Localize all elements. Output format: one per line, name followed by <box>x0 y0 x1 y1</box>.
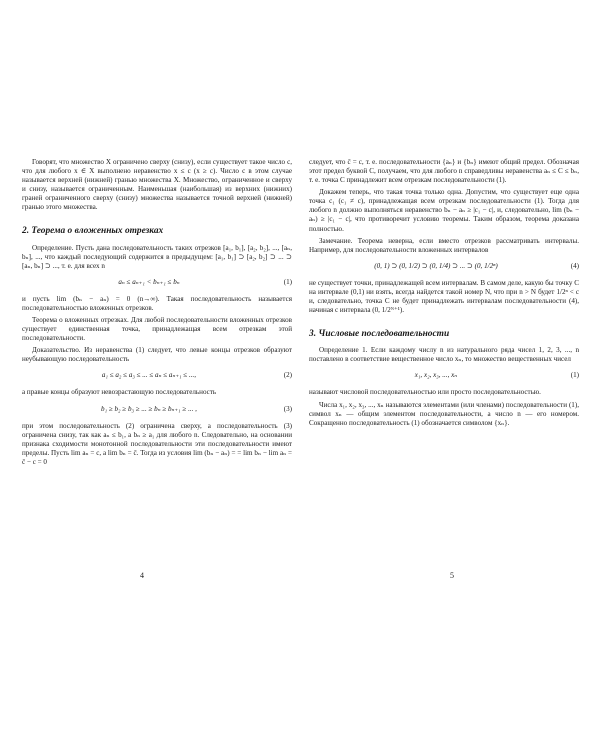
page-number-right: 5 <box>450 571 454 580</box>
section-heading-sequences: 3. Числовые последовательности <box>309 329 450 340</box>
right-page <box>309 158 579 428</box>
formula-1-body: aₙ ≤ aₙ₊₁ < bₙ₊₁ ≤ bₙ <box>118 277 180 286</box>
paragraph-definition-1-cont: называют числовой последовательностью или просто последовательностью. <box>309 388 541 397</box>
paragraph-definition: Определение. Пусть дана последовательность таких отрезков [a₁, b₁], [a₂, b₂], ..., [aₙ, bₙ], ..., что каждый последующий содержится в предыдущем: [a₁, b₁] ⊃ [a₂, b₂] ⊃ ... ⊃ [aₙ, bₙ] ⊃ ..., т. е. для всех n <box>22 243 292 270</box>
paragraph-theorem: Теорема о вложенных отрезках. Для любой последовательности вложенных отрезков существует единственная точка, принадлежащая всем отрезкам этой последовательности. <box>22 315 292 343</box>
paragraph-proof-start: Доказательство. Из неравенства (1) следует, что левые концы отрезков образуют неубывающую последовательность <box>22 346 292 364</box>
paragraph-remark: Замечание. Теорема неверна, если вместо отрезков рассматривать интервалы. Например, для последовательности вложенных интервалов <box>309 236 579 254</box>
left-page <box>22 158 292 467</box>
paragraph-definition-cont: и пусть lim (bₙ − aₙ) = 0 (n→∞). Такая последовательность называется последовательностью вложенных отрезков. <box>22 294 292 312</box>
formula-4-body: (0, 1) ⊃ (0, 1/2) ⊃ (0, 1/4) ⊃ ... ⊃ (0, 1/2ⁿ) <box>374 261 498 270</box>
formula-1 <box>22 278 292 287</box>
paragraph-remark-cont: не существует точки, принадлежащей всем интервалам. В самом деле, какую бы точку C на интервале (0,1) ни взять, всегда найдется такой номер N, что при n > N будет 1/2ⁿ < c и, следовательно, точка C не будет принадлежать интервалам последовательности (4), начиная с интервала (0, 1/2ᴺ⁺¹). <box>309 278 579 315</box>
formula-3-body: b₁ ≥ b₂ ≥ b₃ ≥ ... ≥ bₙ ≥ bₙ₊₁ ≥ ... , <box>101 404 197 413</box>
formula-2-number: (2) <box>283 371 292 380</box>
paragraph-uniqueness: Докажем теперь, что такая точка только одна. Допустим, что существует еще одна точка c₁ (c₁ ≠ c), принадлежащая всем отрезкам последовательности (1). Тогда для любого n должно выполняться неравенство bₙ − aₙ ≥ |c₁ − c|, и, следовательно, lim (bₙ − aₙ) ≥ |c₁ − c|, что противоречит условию теоремы. Таким образом, теорема доказана полностью. <box>309 188 579 233</box>
formula-1-number: (1) <box>283 277 292 286</box>
paragraph-elements: Числа x₁, x₂, x₃, ..., xₙ называются элементами (или членами) последовательности (1), символ xₙ — общим элементом последовательности, а число n — его номером. Сокращенно последовательность (1) обозначается символом {xₙ}. <box>309 400 579 427</box>
section-heading-nested-segments: 2. Теорема о вложенных отрезках <box>22 226 164 237</box>
formula-3 <box>22 405 292 414</box>
paragraph-common-limit: следует, что c̄ = c, т. е. последовательности {aₙ} и {bₙ} имеют общий предел. Обозначая этот предел буквой C, получаем, что для любого n справедливы неравенства aₙ ≤ C ≤ bₙ, т. е. точка C принадлежит всем отрезкам последовательности (1). <box>309 158 579 185</box>
formula-4-number: (4) <box>570 261 579 270</box>
paragraph-proof-mid: а правые концы образуют невозрастающую последовательность <box>22 388 217 397</box>
formula-2 <box>22 371 292 380</box>
formula-5-number: (1) <box>570 371 579 380</box>
paragraph-proof-end: при этом последовательность (2) ограничена сверху, а последовательность (3) ограничена снизу, так как aₙ ≤ b₁, а bₙ ≥ a₁ для любого n. Следовательно, на основании признака сходимости монотонной последовательности эти последовательности имеют пределы. Пусть lim aₙ = c, a lim bₙ = c̄. Тогда из условия lim (bₙ − aₙ) = = lim bₙ − lim aₙ = c̄ − c = 0 <box>22 421 292 466</box>
formula-3-number: (3) <box>283 404 292 413</box>
formula-5-body: x₁, x₂, x₃, ..., xₙ <box>414 371 458 380</box>
paragraph-bounded-sets: Говорят, что множество X ограничено сверху (снизу), если существует такое число c, что для любого x ∈ X выполнено неравенство x ≤ c (x ≥ c). Число c в этом случае называется верхней (нижней) гранью множества X. Множество, ограниченное и сверху и снизу, называется ограниченным. Наименьшая (наибольшая) из верхних (нижних) граней ограниченного сверху (снизу) множества называется точной верхней (нижней) гранью этого множества. <box>22 158 292 212</box>
formula-4 <box>309 262 579 271</box>
paragraph-definition-1: Определение 1. Если каждому числу n из натурального ряда чисел 1, 2, 3, ..., n поставлено в соответствие вещественное число xₙ, то множество вещественных чисел <box>309 346 579 364</box>
page-number-left: 4 <box>140 571 144 580</box>
formula-5 <box>309 371 579 380</box>
formula-2-body: a₁ ≤ a₂ ≤ a₃ ≤ ... ≤ aₙ ≤ aₙ₊₁ ≤ ..., <box>101 371 197 380</box>
